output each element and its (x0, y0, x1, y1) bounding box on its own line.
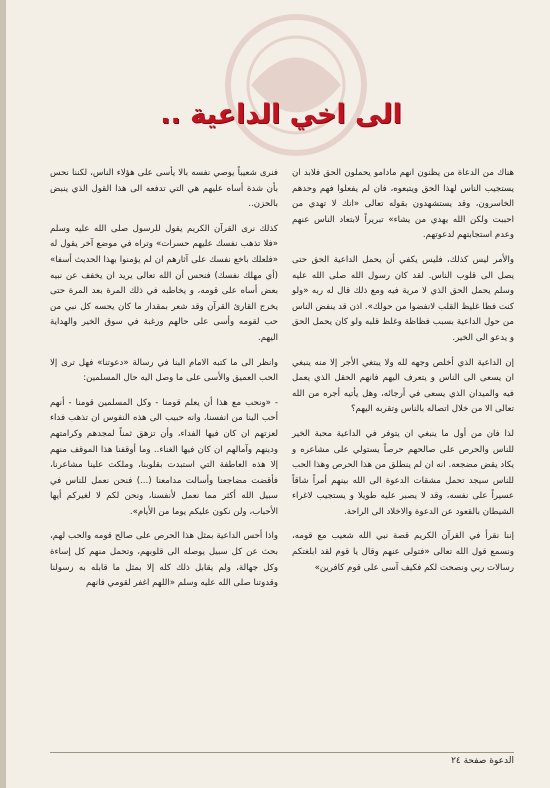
paragraph: كذلك نرى القرآن الكريم يقول للرسول صلى الله عليه وسلم «فلا تذهب نفسك عليهم حسرات» وتراه في موضع آخر يقول له «فلعلك باخع نفسك على آثارهم ان لم يؤمنوا بهذا الحديث أسفا» (أي مهلك نفسك) فنحس أن الله تعالى يريد ان يخفف عن نبيه بعض أساه على قومه، و يخاطبه في ذلك المرة بعد المرة حتى يخرج القارئ القرآن وقد شعر بمقدار ما كان يحسه كل نبي من حب لقومه وأسى على حالهم ورغبة في سوق الخير والهداية اليهم. (50, 223, 278, 343)
paragraph: لذا فان من أول ما ينبغي ان يتوفر في الداعية محبة الخير للناس والحرص على صالحهم حرصاً يستولي على مشاعره و يكاد يقض مضجعه. انه ان لم ينطلق من هذا الحرص وهذا الحب للناس سيجد تحمل مشقات الدعوة الى الله بينهم أمراً شاقاً عسيراً على نفسه، وقد لا يصبر عليه طويلا و يستجيب لاغراء الشيطان بالقعود عن الدعوة والاخلاد الى الراحة. (292, 428, 514, 517)
article-title: الى اخي الداعية .. (160, 99, 402, 130)
paragraph: فنرى شعيباً يوصي نفسه بالا يأسى على هؤلاء الناس، لكننا نحس بأن شدة أساه عليهم هي التي تدفعه الى هذا القول الذي ينبض بالحزن.. (50, 168, 278, 210)
paragraph: واذا أحس الداعية بمثل هذا الحرص على صالح قومه والحب لهم، بحث عن كل سبيل يوصله الى قلوبهم، وتحمل منهم كل إساءة وكل جهالة، ولم يقابل ذلك كله إلا بمثل ما قابله به رسولنا وقدوتنا صلى الله عليه وسلم «اللهم اغفر لقومي فانهم (50, 531, 278, 589)
paragraph: وانظر الى ما كتبه الامام البنا في رسالة «دعوتنا» فهل ترى إلا الحب العميق والأسى على ما وصل اليه حال المسلمين: (50, 357, 278, 384)
page-footer: الدعوة صفحة ٢٤ (451, 756, 514, 766)
paragraph: إننا نقرأ في القرآن الكريم قصة نبي الله شعيب مع قومه، ونسمع قول الله تعالى «فتولى عنهم وقال يا قوم لقد ابلغتكم رسالات ربي ونصحت لكم فكيف آسى على قوم كافرين» (292, 531, 514, 573)
paragraph: هناك من الدعاة من يظنون انهم مادامو يحملون الحق فلابد ان يستجيب الناس لهذا الحق ويتبعوه، فان لم يفعلوا فهم وحدهم الخاسرون، وقد يستشهدون بقوله تعالى «انك لا تهدي من احببت ولكن الله يهدي من يشاء» تبريراً لابتعاد الناس عنهم وعدم استجابتهم لدعوتهم. (292, 168, 514, 241)
right-column (292, 166, 514, 585)
paragraph: - «ونحب مع هذا أن يعلم قومنا - وكل المسلمين قومنا - أنهم أحب الينا من انفسنا، وانه حبيب الى هذه النفوس ان تذهب فداء لعزتهم ان كان فيها الفداء، وأن تزهق ثمناً لمجدهم وكرامتهم ودينهم وآمالهم ان كان فيها الغناء.. وما أوقفنا هذا الموقف منهم إلا هذه العاطفة التي استبدت بقلوبنا، وملكت علينا مشاعرنا، فأقضت مضاجعنا وأسالت مدامعنا (...) فنحن نعمل للناس في سبيل الله أكثر مما نعمل لأنفسنا، ونحن لكم لا لغيركم أيها الأحباب، ولن نكون عليكم يوما من الأيام». (50, 397, 278, 517)
left-column (50, 166, 278, 601)
paragraph: إن الداعية الذي أخلص وجهه لله ولا يبتغي الأجر إلا منه ينبغي ان يسعى الى الناس و يتعرف اليهم فانهم الحقل الذي يعمل فيه والميدان الذي يسعى في أرجائه، وهل يأتيه أجره من الله تعالى الا من خلال اتصاله بالناس وتقربه اليهم؟ (292, 357, 514, 415)
footer-divider (50, 752, 514, 753)
paragraph: والأمر ليس كذلك، فليس يكفي أن يحمل الداعية الحق حتى يصل الى قلوب الناس. لقد كان رسول الله صلى الله عليه وسلم يحمل الحق الذي لا مرية فيه ومع ذلك قال له ربه «ولو كنت فظا غليظ القلب لانفضوا من حولك». اذن قد ينفض الناس من حول الداعية بسبب فظاظة وغلظ قلبه ولو كان يحمل الحق و يدعو الى الخير. (292, 254, 514, 343)
